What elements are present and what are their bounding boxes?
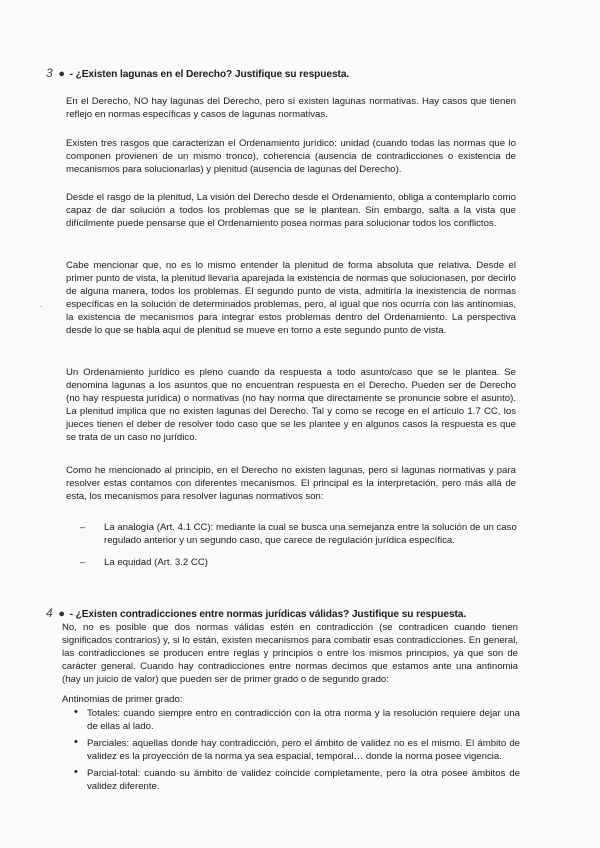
question-4-title: - ¿Existen contradicciones entre normas jurídicas válidas? Justifique su respuesta. <box>69 609 467 620</box>
question-3-title: - ¿Existen lagunas en el Derecho? Justifique su respuesta. <box>69 69 350 80</box>
q3-paragraph-1: En el Derecho, NO hay lagunas del Derecho, pero sí existen lagunas normativas. Hay casos que tienen reflejo en normas específicas y casos de lagunas normativas. <box>66 96 516 120</box>
list-item: – La equidad (Art. 3.2 CC) <box>80 556 520 569</box>
q3-paragraph-6: Como he mencionado al principio, en el Derecho no existen lagunas, pero sí lagunas normativas y para resolver estas contamos con diferentes mecanismos. El principal es la interpretación, pero más allá de esta, los mecanismos para resolver lagunas normativos son: <box>66 465 516 502</box>
question-4-heading <box>46 606 466 620</box>
list-item: • Parciales: aquellas donde hay contradicción, pero el ámbito de validez no es el mismo. El ámbito de validez es la proyección de la norma ya sea espacial, temporal… donde la norma posee vigencia. <box>74 737 520 763</box>
q4-paragraph: No, no es posible que dos normas válidas estén en contradicción (se contradicen cuando tienen significados contrarios) y, si lo están, existen mecanismos para combatir esas contradicciones. En general, las contradicciones se producen entre reglas y principios o entre los mismos principios, ya que son de carácter general. Cuando hay contradicciones entre normas decimos que estamos ante una antinomia (hay un juicio de valor) que pueden ser de primer grado o de segundo grado: <box>62 622 518 685</box>
question-3-number: 3 <box>46 66 53 80</box>
bullet-icon: ● <box>58 608 65 620</box>
q3-mechanisms-list <box>80 521 520 578</box>
margin-mark: ˙ <box>40 305 44 317</box>
bullet-icon: ● <box>58 68 65 80</box>
q3-paragraph-4: Cabe mencionar que, no es lo mismo entender la plenitud de forma absoluta que relativa. Desde el primer punto de vista, la plenitud llevaría aparejada la existencia de normas que solucionasen, por decirlo de alguna manera, todos los problemas. El segundo punto de vista, admitiría la inexistencia de normas específicas en la solución de determinados problemas, pero, al igual que nos ocurría con las antinomias, la existencia de mecanismos para integrar estos problemas dentro del Ordenamiento. La perspectiva desde lo que se habla aquí de plenitud se mueve en torno a este segundo punto de vista. <box>66 260 516 336</box>
q3-paragraph-2: Existen tres rasgos que caracterizan el Ordenamiento jurídico: unidad (cuando todas las normas que lo componen provienen de un mismo tronco), coherencia (ausencia de contradicciones o existencia de mecanismos para solucionarlas) y plenitud (ausencia de lagunas del Derecho). <box>66 138 516 175</box>
question-3-heading <box>46 66 349 80</box>
antinomias-label: Antinomias de primer grado: <box>62 694 183 705</box>
list-item: – La analogía (Art. 4.1 CC): mediante la cual se busca una semejanza entre la solución de un caso regulado anterior y un segundo caso, que carece de regulación jurídica específica. <box>80 521 520 547</box>
q3-paragraph-5: Un Ordenamiento jurídico es pleno cuando da respuesta a todo asunto/caso que se le plantea. Se denomina lagunas a los asuntos que no encuentran respuesta en el Derecho. Pueden ser de Derecho (no hay respuesta jurídica) o normativas (no hay norma que directamente se pronuncie sobre el asunto). La plenitud implica que no existen lagunas del Derecho. Tal y como se recoge en el artículo 1.7 CC, los jueces tienen el deber de resolver todo caso que se les plantee y en algunos casos la respuesta es que se trata de un caso no jurídico. <box>66 367 516 443</box>
question-4-number: 4 <box>46 606 53 620</box>
list-item: • Parcial-total: cuando su ámbito de validez coincide completamente, pero la otra posee ámbitos de validez diferente. <box>74 767 520 793</box>
q3-paragraph-3: Desde el rasgo de la plenitud, La visión del Derecho desde el Ordenamiento, obliga a contemplarlo como capaz de dar solución a todos los problemas que se le plantean. Sin embargo, salta a la vista que difícilmente puede pensarse que el Ordenamiento posea normas para solucionar todos los conflictos. <box>66 192 516 229</box>
list-item: • Totales: cuando siempre entro en contradicción con la otra norma y la resolución requiere dejar una de ellas al lado. <box>74 707 520 733</box>
q4-antinomias-list <box>74 707 520 797</box>
